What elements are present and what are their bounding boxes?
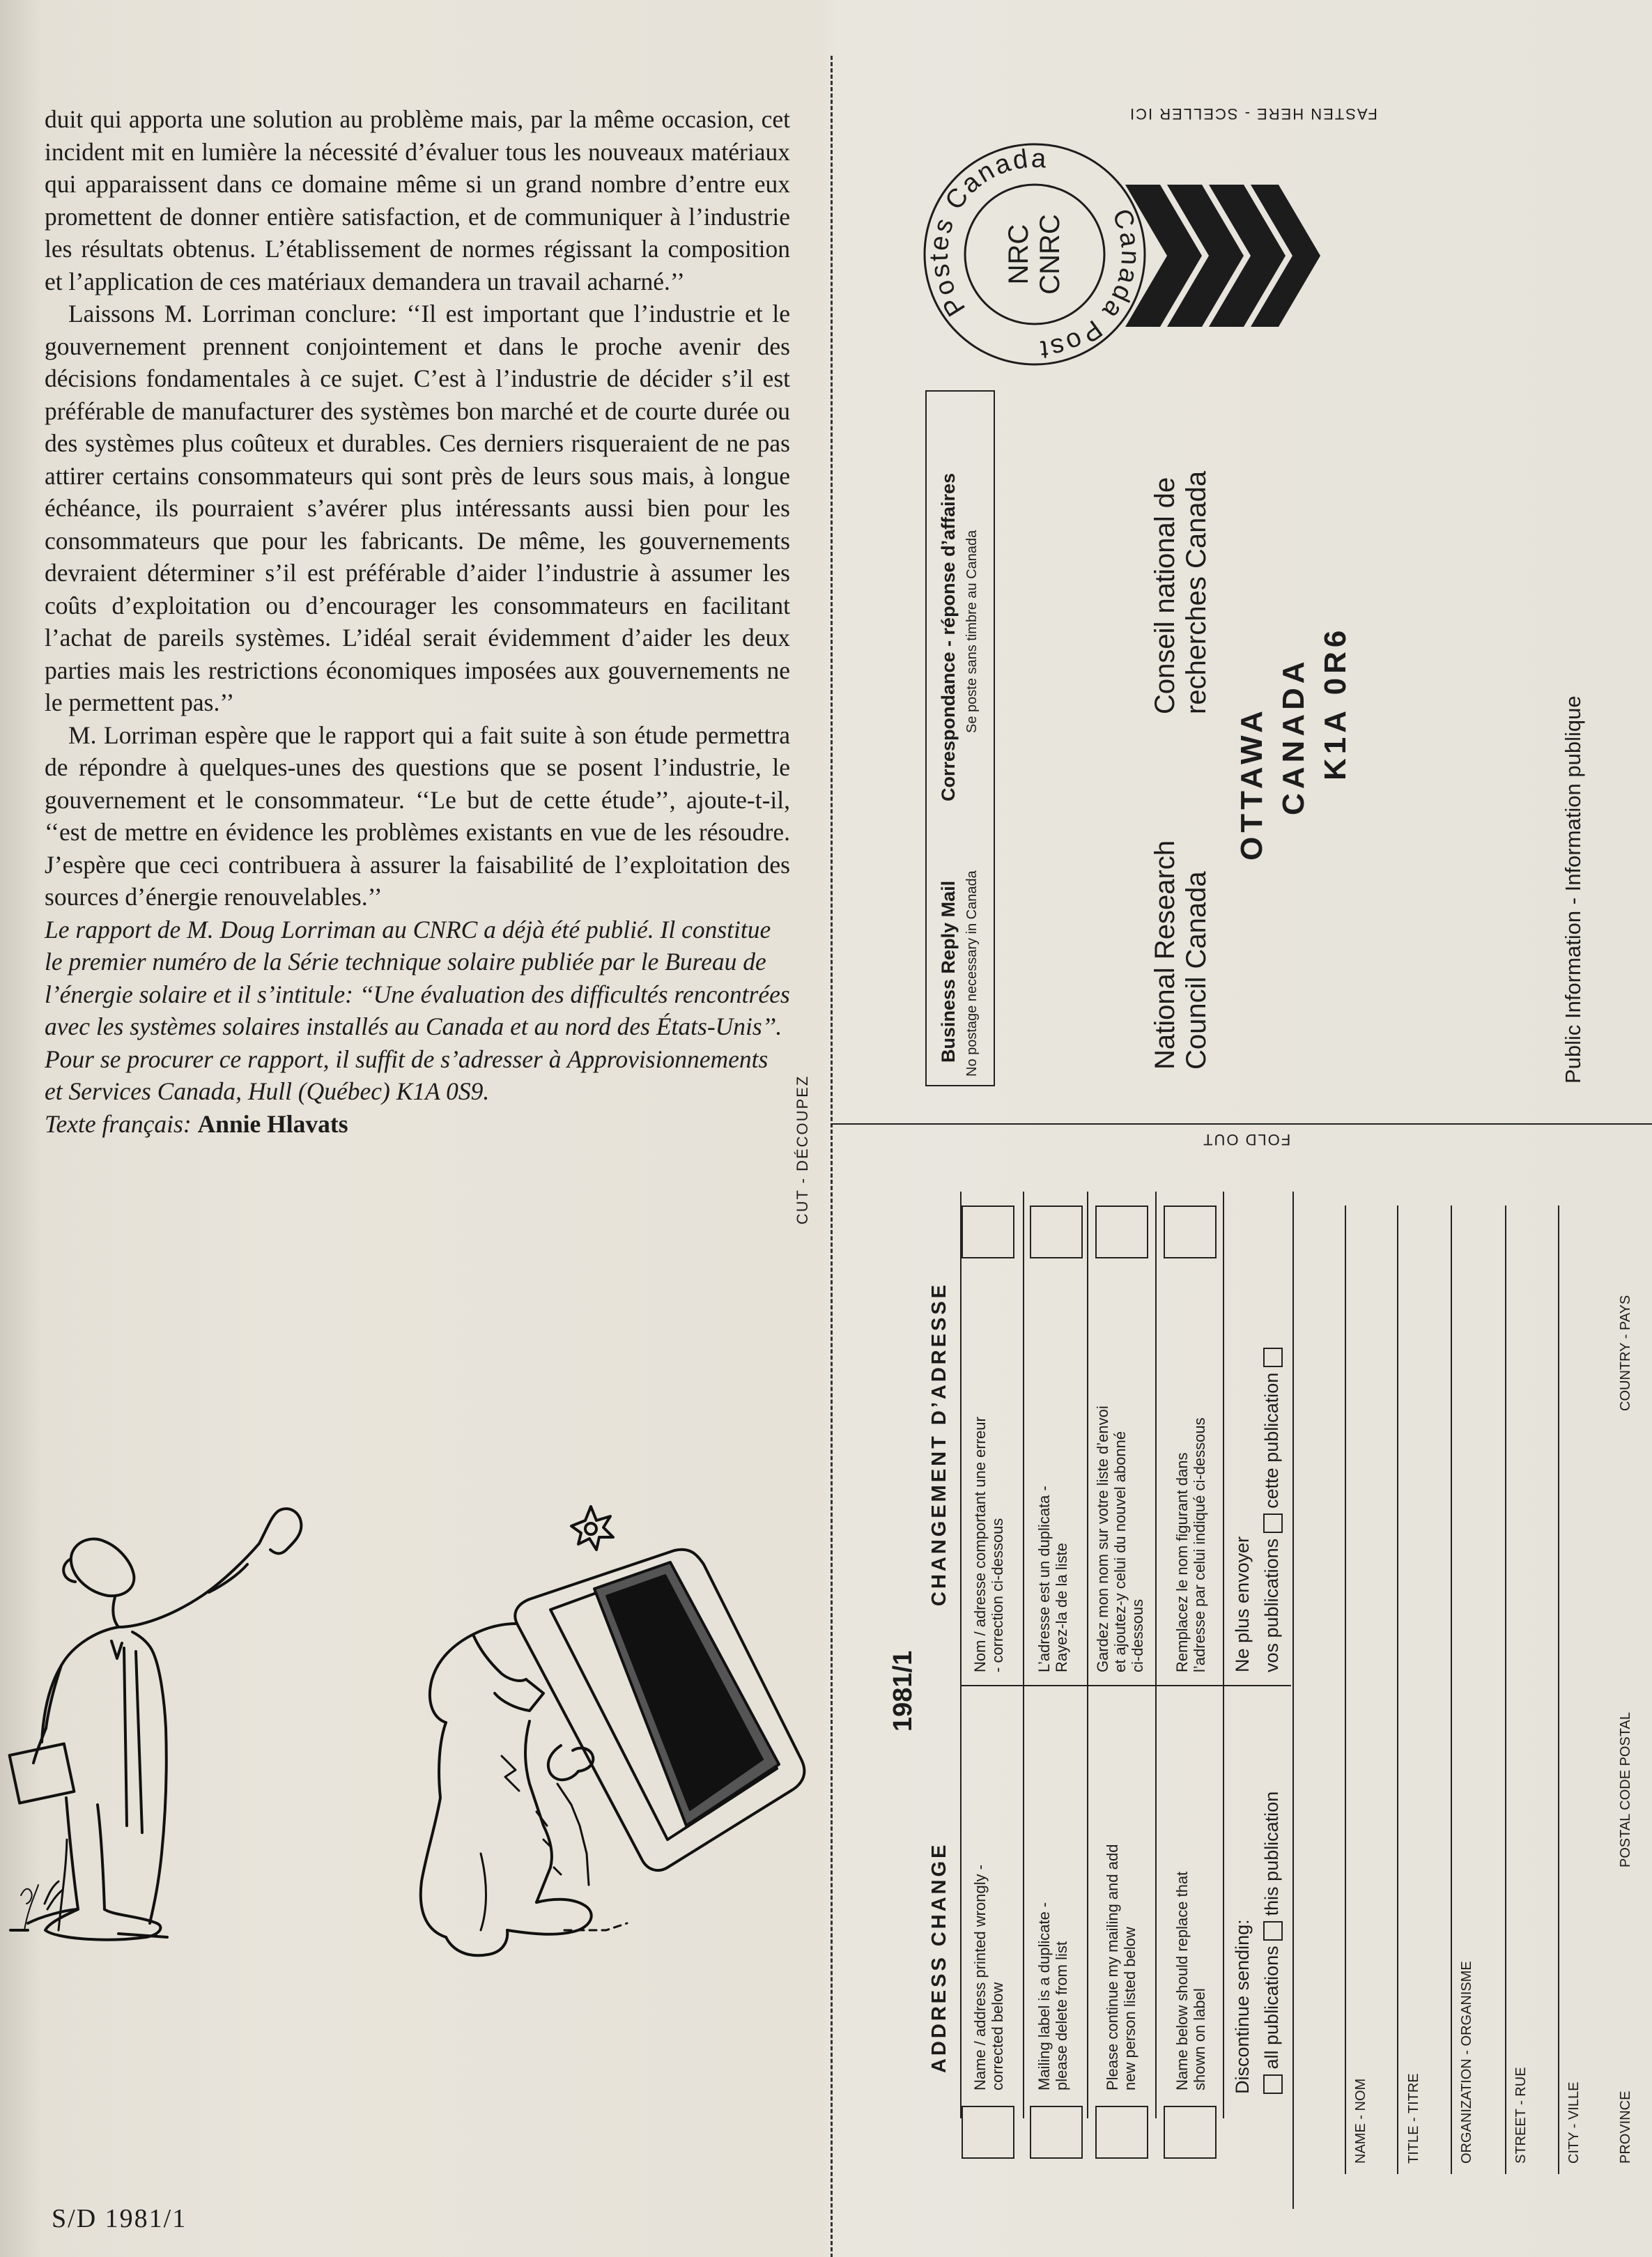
checkbox-all-publications[interactable]: [1263, 2074, 1283, 2094]
brm-fr: Correspondance - réponse d’affaires: [938, 472, 959, 801]
discontinue-options-fr: [1261, 1348, 1283, 1672]
this-publication-label: this publication: [1261, 1791, 1282, 1916]
checkbox-continue-add-en[interactable]: [1095, 2106, 1148, 2159]
brm-fr-sub: Se poste sans timbre au Canada: [964, 530, 980, 733]
row2-fr: [1035, 1486, 1070, 1672]
row2-en: [1035, 1902, 1070, 2090]
row4-fr: [1173, 1417, 1208, 1672]
country-canada: CANADA: [1276, 657, 1311, 815]
row1-en-line1: Name / address printed wrongly -: [971, 1864, 989, 2090]
row4-en-line1: Name below should replace that: [1173, 1871, 1191, 2090]
field-name-label: NAME - NOM: [1353, 2078, 1368, 2164]
row4-fr-line1: Remplacez le nom figurant dans: [1173, 1452, 1191, 1672]
issue-number: 1981/1: [888, 1650, 918, 1732]
row3-en-line1: Please continue my mailing and add: [1104, 1844, 1121, 2090]
page-code: S/D 1981/1: [52, 2204, 187, 2233]
org-en-line2: Council Canada: [1181, 871, 1212, 1070]
department-line: Public Information - Information publique: [1561, 695, 1585, 1084]
field-postal-code-label: POSTAL CODE POSTAL: [1618, 1711, 1633, 1867]
checkbox-vos-publications[interactable]: [1263, 1513, 1283, 1533]
cette-publication-label: cette publication: [1261, 1372, 1282, 1509]
cartoon-illustration: [0, 1477, 829, 2007]
field-city-label: CITY - VILLE: [1566, 2081, 1582, 2164]
article-paragraph-2: Laissons M. Lorriman conclure: ‘‘Il est important que l’industrie et le gouvernement prennent conjointement et dans le proche avenir des décisions fondamentales à ce sujet. C’est à l’industrie de décider s’il est préférable de manufacturer des systèmes bon marché et de courte durée ou des systèmes plus coûteux et durables. Ces derniers risqueraient de ne pas attirer certains consommateurs qui sont près de leurs sous mais, à longue échéance, ils pourraient s’avérer plus intéressants aussi bien pour les consommateurs que pour les fabricants. De même, les gouvernements devraient déterminer s’il est préférable d’aider l’industrie à assumer les coûts d’exploitation ou d’encourager les consommateurs en facilitant l’achat de pareils systèmes. L’idéal serait évidemment d’aider les deux parties mais les restrictions économiques imposées aux gouvernements ne le permettent pas.’’: [45, 300, 790, 716]
row1-fr-line1: Nom / adresse comportant une erreur: [971, 1417, 989, 1672]
form-grid-line: [1087, 1192, 1088, 2118]
fasten-here-label: FASTEN HERE - SCELLER ICI: [1129, 105, 1377, 123]
field-line: [1505, 1205, 1506, 2174]
form-grid-line: [1292, 1192, 1294, 2209]
checkbox-name-wrong-fr[interactable]: [962, 1205, 1014, 1258]
org-fr-line2: recherches Canada: [1181, 470, 1212, 714]
article-paragraph-3: M. Lorriman espère que le rapport qui a fait suite à son étude permettra de répondre à quelques-unes des questions que se posent l’industrie, le gouvernement et le consommateur. ‘‘Le but de cette étude’’, ajoute-t-il, ‘‘est de mettre en évidence les problèmes existants en vue de les résoudre. J’espère que ceci contribuera à assurer la faisabilité de l’exploitation des sources d’énergie renouvelables.’’: [45, 721, 790, 911]
row4-fr-line2: l’adresse par celui indiqué ci-dessous: [1191, 1417, 1208, 1672]
row2-fr-line1: L’adresse est un duplicata -: [1035, 1486, 1053, 1672]
row3-en-line2: new person listed below: [1121, 1927, 1138, 2090]
checkbox-cette-publication[interactable]: [1263, 1348, 1283, 1367]
fold-out-label: FOLD OUT: [1202, 1131, 1291, 1148]
postmark-nrc: NRC: [1003, 224, 1034, 285]
changement-adresse-title: CHANGEMENT D’ADRESSE: [928, 1281, 950, 1606]
form-grid-line: [1223, 1192, 1224, 2118]
cut-dashed-line: [831, 56, 833, 2257]
man-carrying-solar-panel-drawing: [421, 1507, 805, 1955]
credit-name: Annie Hlavats: [197, 1109, 348, 1138]
form-grid-line: [960, 1192, 962, 2118]
checkbox-replace-en[interactable]: [1164, 2106, 1217, 2159]
field-organization-label: ORGANIZATION - ORGANISME: [1459, 1961, 1474, 2164]
checkbox-name-wrong-en[interactable]: [962, 2106, 1014, 2159]
postmark-ring-bottom: Canada Post: [1037, 205, 1145, 364]
fold-line: [831, 1123, 1652, 1125]
row3-fr: [1094, 1405, 1146, 1672]
address-change-title: ADDRESS CHANGE: [928, 1842, 950, 2073]
waving-man-drawing: [10, 1509, 302, 1939]
brm-en: Business Reply Mail: [938, 880, 959, 1063]
cut-label: CUT - DÉCOUPEZ: [794, 1074, 811, 1225]
vos-publications-label: vos publications: [1261, 1538, 1282, 1672]
chevron-arrows-icon: [1118, 178, 1320, 334]
article-text: [45, 103, 790, 1140]
field-line: [1397, 1205, 1398, 2174]
postes-canada-postmark: [920, 136, 1150, 373]
row4-en: [1173, 1872, 1208, 2090]
checkbox-continue-add-fr[interactable]: [1095, 1205, 1148, 1258]
row2-en-line2: please delete from list: [1053, 1941, 1070, 2090]
postmark-cnrc: CNRC: [1035, 214, 1065, 295]
field-title-label: TITLE - TITRE: [1406, 2073, 1421, 2164]
form-grid-line: [960, 1685, 1291, 1686]
row3-fr-line2: et ajoutez-y celui du nouvel abonné: [1111, 1431, 1129, 1672]
article-paragraph-1: duit qui apporta une solution au problème mais, par la même occasion, cet incident mit en lumière la nécessité d’évaluer tous les nouveaux matériaux qui apparaissent dans ce domaine même si un grand nombre d’entre eux promettent de donner entière satisfaction, et de communiquer à l’industrie les résultats obtenus. L’établissement de normes régissant la composition et l’application de ces matériaux demandera un travail acharné.’’: [45, 105, 790, 295]
row4-en-line2: shown on label: [1191, 1988, 1208, 2090]
postal-code: K1A 0R6: [1318, 626, 1352, 780]
field-street-label: STREET - RUE: [1513, 2067, 1529, 2164]
discontinue-options-en: [1261, 1792, 1283, 2094]
checkbox-this-publication[interactable]: [1263, 1921, 1283, 1941]
form-grid-line: [1023, 1192, 1024, 2118]
city-ottawa: OTTAWA: [1235, 707, 1269, 861]
row1-en-line2: corrected below: [989, 1982, 1006, 2090]
row3-en: [1104, 1844, 1138, 2090]
article-credit: [45, 1108, 790, 1141]
field-province-label: PROVINCE: [1618, 2090, 1633, 2164]
field-line: [1451, 1205, 1452, 2174]
all-publications-label: all publications: [1261, 1946, 1282, 2070]
row1-fr-line2: - correction ci-dessous: [989, 1518, 1006, 1672]
row3-fr-line1: Gardez mon nom sur votre liste d’envoi: [1094, 1405, 1111, 1672]
article-paragraph-4: Le rapport de M. Doug Lorriman au CNRC a déjà été publié. Il constitue le premier numéro de la Série technique solaire publiée par le Bureau de l’énergie solaire et il s’intitule: ‘‘Une évaluation des difficultés rencontrées avec les systèmes solaires installés au Canada et au nord des États-Unis’’. Pour se procurer ce rapport, il suffit de s’adresser à Approvisionnements et Services Canada, Hull (Québec) K1A 0S9.: [45, 915, 790, 1105]
field-country-label: COUNTRY - PAYS: [1618, 1295, 1633, 1411]
brm-en-sub: No postage necessary in Canada: [964, 870, 980, 1077]
field-line: [1345, 1205, 1346, 2174]
credit-prefix: Texte français:: [45, 1109, 192, 1138]
business-reply-box: [925, 390, 995, 1086]
form-grid-line: [1155, 1192, 1157, 2118]
checkbox-replace-fr[interactable]: [1164, 1205, 1217, 1258]
row1-fr: [971, 1417, 1006, 1672]
checkbox-duplicate-fr[interactable]: [1030, 1205, 1083, 1258]
row2-en-line1: Mailing label is a duplicate -: [1035, 1902, 1053, 2090]
field-line: [1558, 1205, 1559, 2174]
row2-fr-line2: Rayez-la de la liste: [1053, 1543, 1070, 1672]
postmark-ring-top: Postes Canada: [924, 144, 1049, 321]
discontinue-fr: Ne plus envoyer: [1232, 1536, 1253, 1672]
checkbox-duplicate-en[interactable]: [1030, 2106, 1083, 2159]
org-en-line1: National Research: [1150, 840, 1180, 1070]
row3-fr-line3: ci-dessous: [1129, 1599, 1146, 1672]
row1-en: [971, 1865, 1006, 2090]
org-fr-line1: Conseil national de: [1150, 477, 1180, 714]
discontinue-en: Discontinue sending:: [1232, 1919, 1253, 2094]
